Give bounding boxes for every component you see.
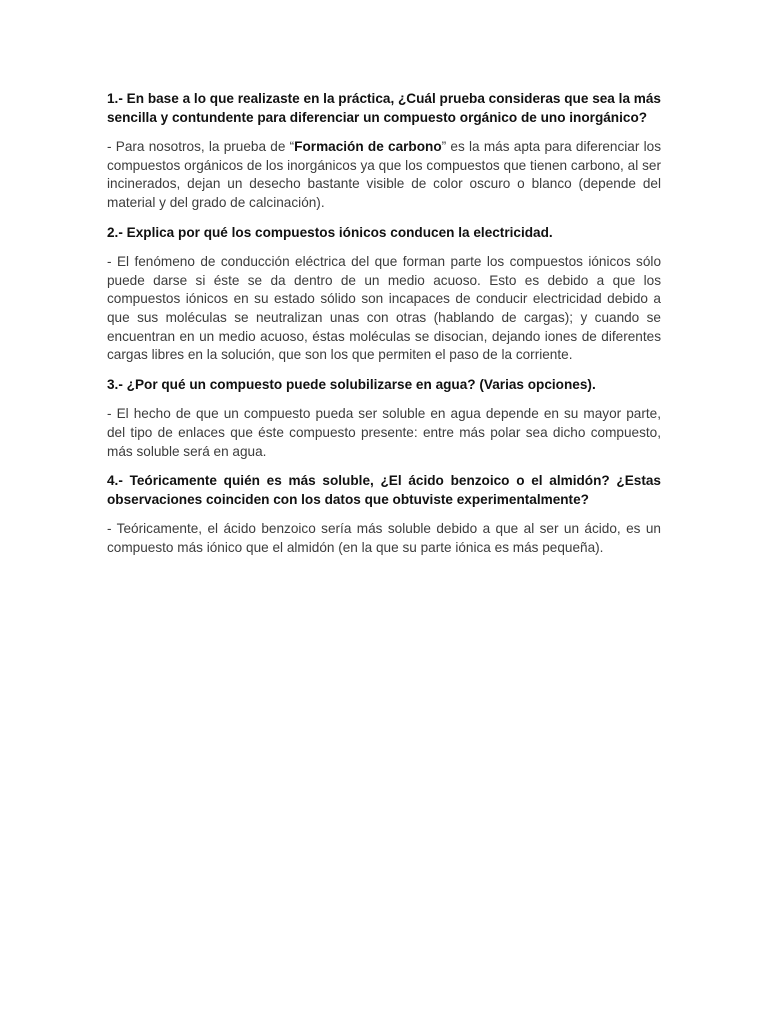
- answer-1: [107, 138, 661, 212]
- answer-1-bold-term: Formación de carbono: [294, 139, 442, 155]
- answer-1-rest: ” es la más apta para diferenciar los compuestos orgánicos de los inorgánicos ya que los compuestos que tienen carbono, al ser incinerados, dejan un desecho bastante visible de color oscuro o blanco (depende del material y del grado de calcinación).: [107, 139, 662, 210]
- question-4: 4.- Teóricamente quién es más soluble, ¿El ácido benzoico o el almidón? ¿Estas observaciones coinciden con los datos que obtuviste experimentalmente?: [107, 473, 661, 507]
- question-3: 3.- ¿Por qué un compuesto puede solubilizarse en agua? (Varias opciones).: [107, 376, 596, 392]
- document-page: [107, 90, 661, 568]
- question-1: 1.- En base a lo que realizaste en la práctica, ¿Cuál prueba consideras que sea la más sencilla y contundente para diferenciar un compuesto orgánico de uno inorgánico?: [107, 91, 661, 125]
- answer-4: - Teóricamente, el ácido benzoico sería más soluble debido a que al ser un ácido, es un compuesto más iónico que el almidón (en la que su parte iónica es más pequeña).: [107, 521, 661, 555]
- answer-3: - El hecho de que un compuesto pueda ser soluble en agua depende en su mayor parte, del tipo de enlaces que éste compuesto presente: entre más polar sea dicho compuesto, más soluble será en agua.: [107, 406, 661, 459]
- answer-1-intro: - Para nosotros, la prueba de “: [107, 139, 295, 155]
- question-2: 2.- Explica por qué los compuestos iónicos conducen la electricidad.: [107, 224, 553, 240]
- answer-2: - El fenómeno de conducción eléctrica del que forman parte los compuestos iónicos sólo puede darse si éste se da dentro de un medio acuoso. Esto es debido a que los compuestos iónicos en su estado sólido son incapaces de conducir electricidad debido a que sus moléculas se neutralizan unas con otras (hablando de cargas); y cuando se encuentran en un medio acuoso, éstas moléculas se disocian, dejando iones de diferentes cargas libres en la solución, que son los que permiten el paso de la corriente.: [107, 254, 661, 363]
